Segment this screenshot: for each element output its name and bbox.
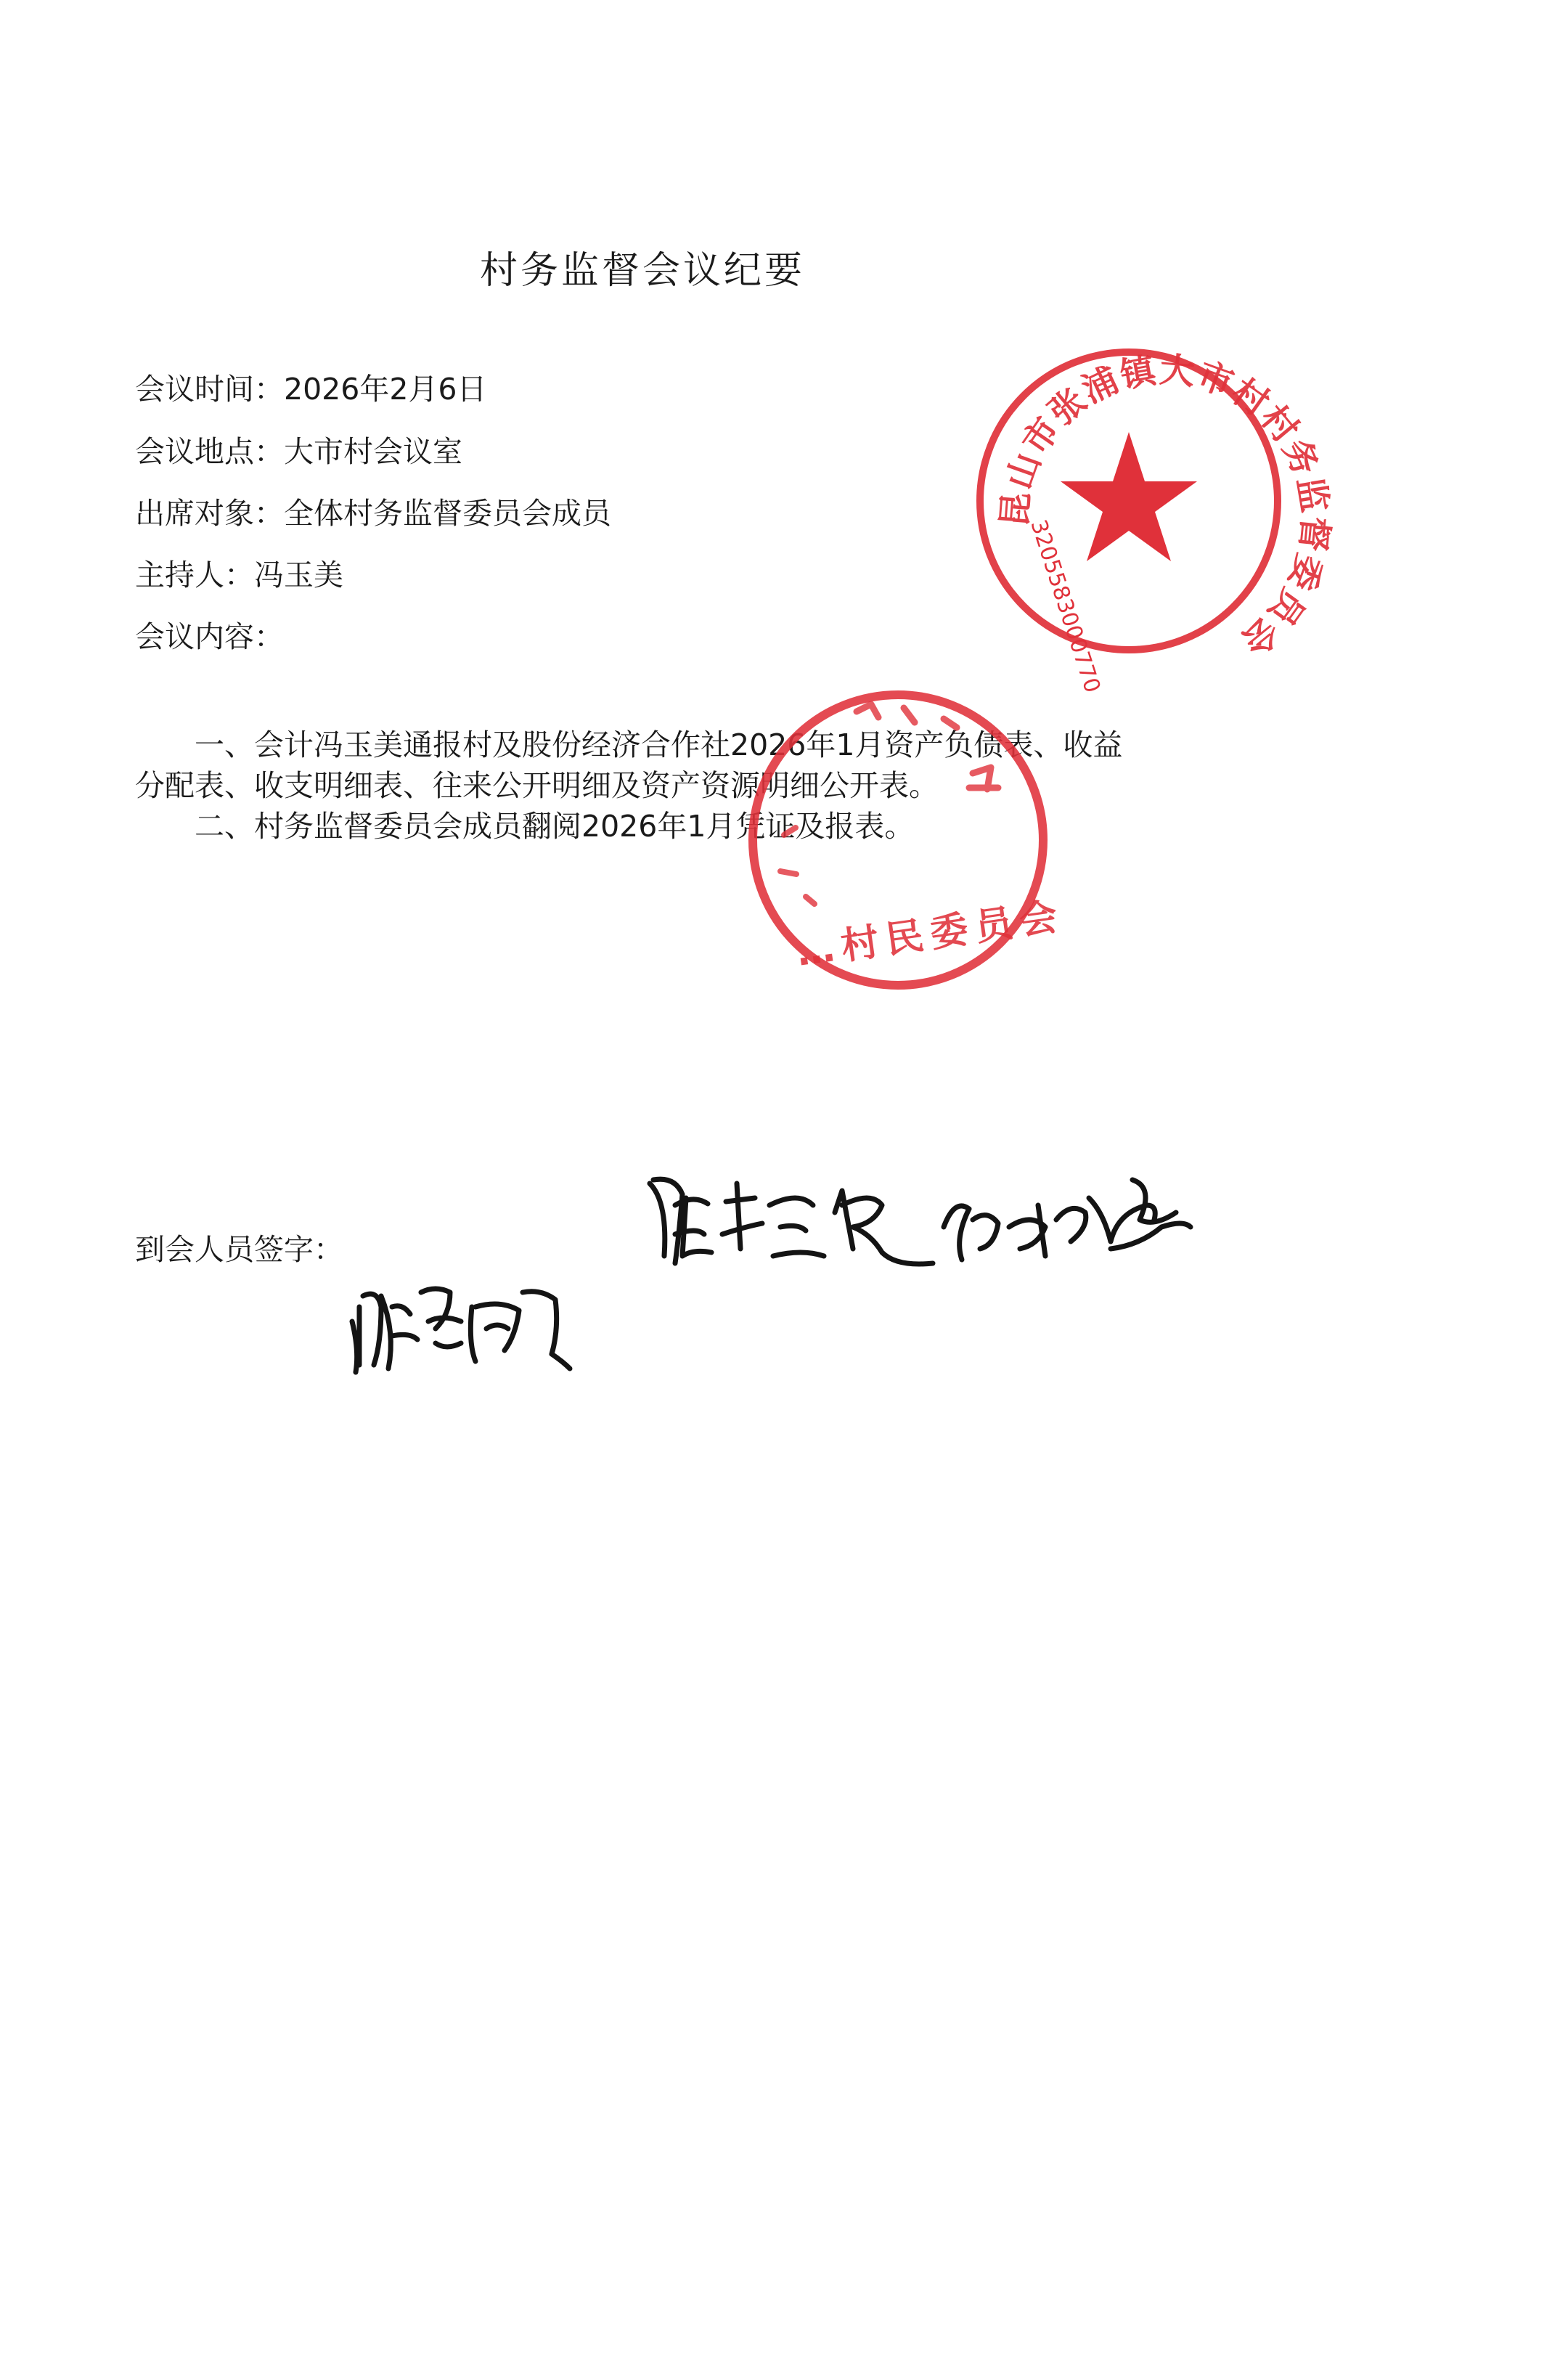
seal-1-text: 昆山市张浦镇大市村村务监督委员会 [994, 349, 1336, 664]
official-seal-2 [753, 695, 1067, 985]
meta-value: 大市村会议室 [284, 434, 462, 469]
star-icon [1061, 432, 1197, 561]
content-item-1: 一、会计冯玉美通报村及股份经济合作社2026年1月资产负债表、收益分配表、收支明细表、往来公开明细及资产资源明细公开表。 [135, 727, 1123, 803]
meta-label: 出席对象： [135, 496, 284, 531]
seal-1-code: 3205583000770 [1025, 516, 1106, 696]
meta-label: 会议内容： [135, 619, 284, 654]
meta-value: 2026年2月6日 [284, 372, 487, 407]
meta-label: 会议地点： [135, 434, 284, 469]
signature-2 [944, 1180, 1191, 1260]
meta-value: 全体村务监督委员会成员 [284, 496, 611, 531]
document-title: 村务监督会议纪要 [479, 249, 805, 293]
seal-2-text: …村民委员会 [793, 894, 1068, 975]
svg-text:昆山市张浦镇大市村村务监督委员会 [994, 349, 1336, 663]
official-seal-1 [980, 349, 1336, 696]
signature-3 [352, 1289, 570, 1372]
content-item-2: 二、村务监督委员会成员翻阅2026年1月凭证及报表。 [195, 809, 915, 844]
signature-1 [650, 1179, 933, 1264]
meta-label: 会议时间： [135, 372, 284, 407]
meta-value: 冯玉美 [254, 558, 343, 592]
signature-label: 到会人员签字： [135, 1232, 343, 1267]
meta-label: 主持人： [135, 558, 254, 592]
